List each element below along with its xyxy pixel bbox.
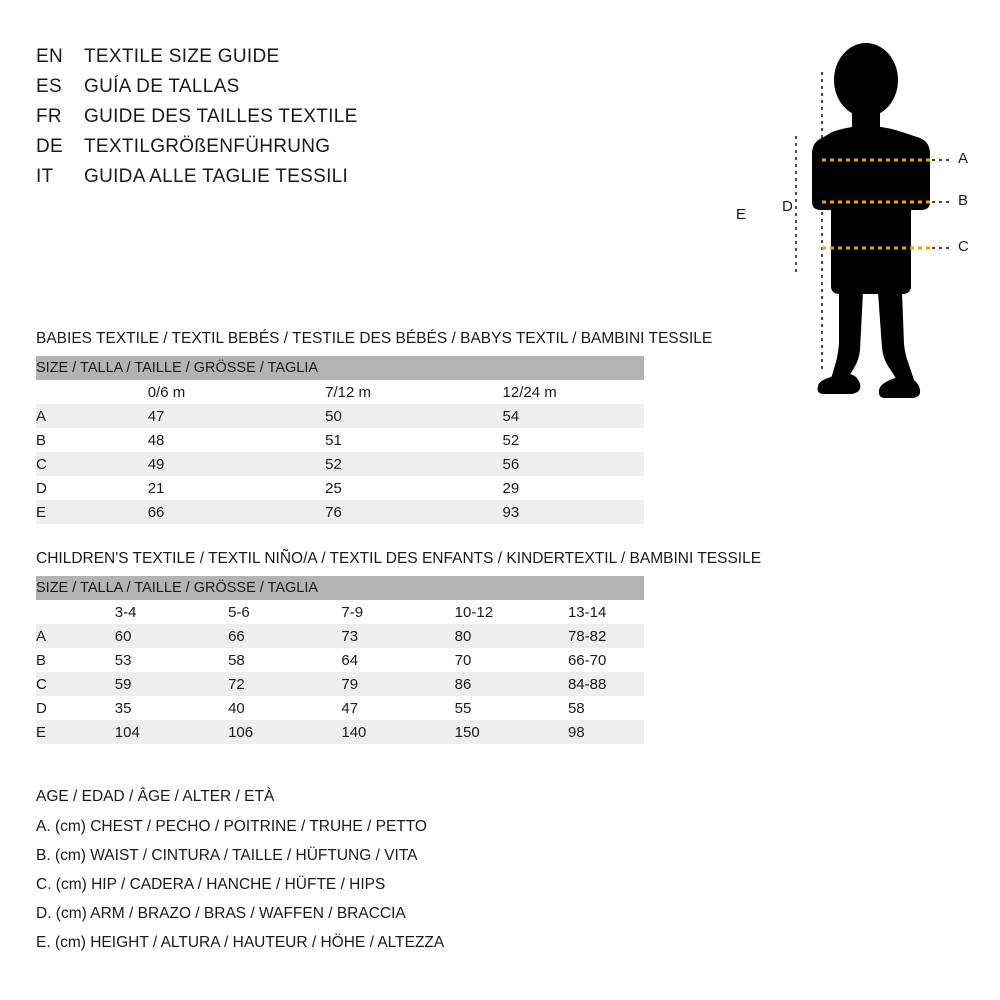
column-header: 12/24 m [467, 380, 644, 404]
legend-block [36, 788, 656, 963]
table-column-row [36, 380, 644, 404]
language-code: IT [36, 166, 54, 187]
column-header: 7-9 [305, 600, 418, 624]
table-cell: 84-88 [532, 672, 644, 696]
legend-line-arm: D. (cm) ARM / BRAZO / BRAS / WAFFEN / BRACCIA [36, 905, 406, 922]
language-row [36, 106, 656, 136]
table-cell: 47 [112, 404, 289, 428]
table-row [36, 500, 644, 524]
row-label: E [36, 720, 79, 744]
language-title: GUÍA DE TALLAS [84, 76, 240, 97]
figure-label-c: C [958, 238, 969, 255]
table-cell: 106 [192, 720, 305, 744]
children-size-table [36, 576, 644, 744]
table-cell: 52 [467, 428, 644, 452]
table-cell: 60 [79, 624, 192, 648]
column-header: 3-4 [79, 600, 192, 624]
language-code: EN [36, 46, 63, 67]
table-cell: 66-70 [532, 648, 644, 672]
table-cell: 66 [192, 624, 305, 648]
babies-header-label: SIZE / TALLA / TAILLE / GRÖSSE / TAGLIA [36, 356, 644, 380]
body-measurement-figure [700, 20, 990, 420]
table-row [36, 404, 644, 428]
children-table-caption: CHILDREN'S TEXTILE / TEXTIL NIÑO/A / TEXTIL DES ENFANTS / KINDERTEXTIL / BAMBINI TESSILE [36, 550, 762, 567]
table-cell: 29 [467, 476, 644, 500]
table-row [36, 452, 644, 476]
column-header: 0/6 m [112, 380, 289, 404]
table-cell: 80 [419, 624, 532, 648]
language-header-block [36, 46, 656, 196]
column-header: 7/12 m [289, 380, 466, 404]
language-row [36, 136, 656, 166]
table-cell: 104 [79, 720, 192, 744]
table-cell: 21 [112, 476, 289, 500]
language-code: DE [36, 136, 63, 157]
corner-cell [36, 600, 79, 624]
row-label: A [36, 624, 79, 648]
table-cell: 48 [112, 428, 289, 452]
table-cell: 58 [532, 696, 644, 720]
language-row [36, 166, 656, 196]
column-header: 5-6 [192, 600, 305, 624]
table-cell: 140 [305, 720, 418, 744]
table-cell: 50 [289, 404, 466, 428]
table-cell: 40 [192, 696, 305, 720]
legend-title: AGE / EDAD / ÂGE / ALTER / ETÀ [36, 788, 275, 805]
table-cell: 70 [419, 648, 532, 672]
figure-label-e: E [736, 206, 747, 223]
table-cell: 51 [289, 428, 466, 452]
legend-line-waist: B. (cm) WAIST / CINTURA / TAILLE / HÜFTUNG / VITA [36, 847, 418, 864]
babies-table-caption: BABIES TEXTILE / TEXTIL BEBÉS / TESTILE DES BÉBÉS / BABYS TEXTIL / BAMBINI TESSILE [36, 330, 713, 347]
table-cell: 98 [532, 720, 644, 744]
language-title: GUIDA ALLE TAGLIE TESSILI [84, 166, 349, 187]
table-cell: 49 [112, 452, 289, 476]
table-cell: 56 [467, 452, 644, 476]
table-cell: 73 [305, 624, 418, 648]
table-row [36, 428, 644, 452]
language-title: GUIDE DES TAILLES TEXTILE [84, 106, 358, 127]
table-cell: 76 [289, 500, 466, 524]
row-label: B [36, 648, 79, 672]
table-cell: 86 [419, 672, 532, 696]
table-cell: 93 [467, 500, 644, 524]
language-row [36, 46, 656, 76]
row-label: C [36, 672, 79, 696]
table-cell: 59 [79, 672, 192, 696]
table-cell: 25 [289, 476, 466, 500]
table-cell: 58 [192, 648, 305, 672]
table-cell: 47 [305, 696, 418, 720]
table-row [36, 696, 644, 720]
babies-table-block [36, 330, 713, 524]
table-row [36, 720, 644, 744]
children-table-block [36, 550, 762, 744]
table-row [36, 624, 644, 648]
column-header: 13-14 [532, 600, 644, 624]
table-cell: 52 [289, 452, 466, 476]
legend-line-hip: C. (cm) HIP / CADERA / HANCHE / HÜFTE / HIPS [36, 876, 386, 893]
row-label: A [36, 404, 112, 428]
row-label: D [36, 696, 79, 720]
corner-cell [36, 380, 112, 404]
child-silhouette-icon [812, 43, 930, 398]
babies-size-table [36, 356, 644, 524]
table-header-row [36, 576, 644, 600]
legend-line-chest: A. (cm) CHEST / PECHO / POITRINE / TRUHE / PETTO [36, 818, 427, 835]
figure-label-a: A [958, 150, 969, 167]
column-header: 10-12 [419, 600, 532, 624]
table-column-row [36, 600, 644, 624]
table-row [36, 648, 644, 672]
table-cell: 79 [305, 672, 418, 696]
table-cell: 78-82 [532, 624, 644, 648]
legend-line-height: E. (cm) HEIGHT / ALTURA / HAUTEUR / HÖHE / ALTEZZA [36, 934, 445, 951]
language-code: FR [36, 106, 62, 127]
row-label: E [36, 500, 112, 524]
language-title: TEXTILE SIZE GUIDE [84, 46, 280, 67]
language-code: ES [36, 76, 62, 97]
table-cell: 53 [79, 648, 192, 672]
table-row [36, 672, 644, 696]
table-header-row [36, 356, 644, 380]
table-row [36, 476, 644, 500]
language-title: TEXTILGRÖßENFÜHRUNG [84, 136, 331, 157]
figure-label-b: B [958, 192, 969, 209]
table-cell: 66 [112, 500, 289, 524]
table-cell: 72 [192, 672, 305, 696]
row-label: B [36, 428, 112, 452]
row-label: C [36, 452, 112, 476]
row-label: D [36, 476, 112, 500]
table-cell: 54 [467, 404, 644, 428]
language-row [36, 76, 656, 106]
table-cell: 55 [419, 696, 532, 720]
table-cell: 35 [79, 696, 192, 720]
children-header-label: SIZE / TALLA / TAILLE / GRÖSSE / TAGLIA [36, 576, 644, 600]
table-cell: 150 [419, 720, 532, 744]
table-cell: 64 [305, 648, 418, 672]
figure-label-d: D [782, 198, 793, 215]
